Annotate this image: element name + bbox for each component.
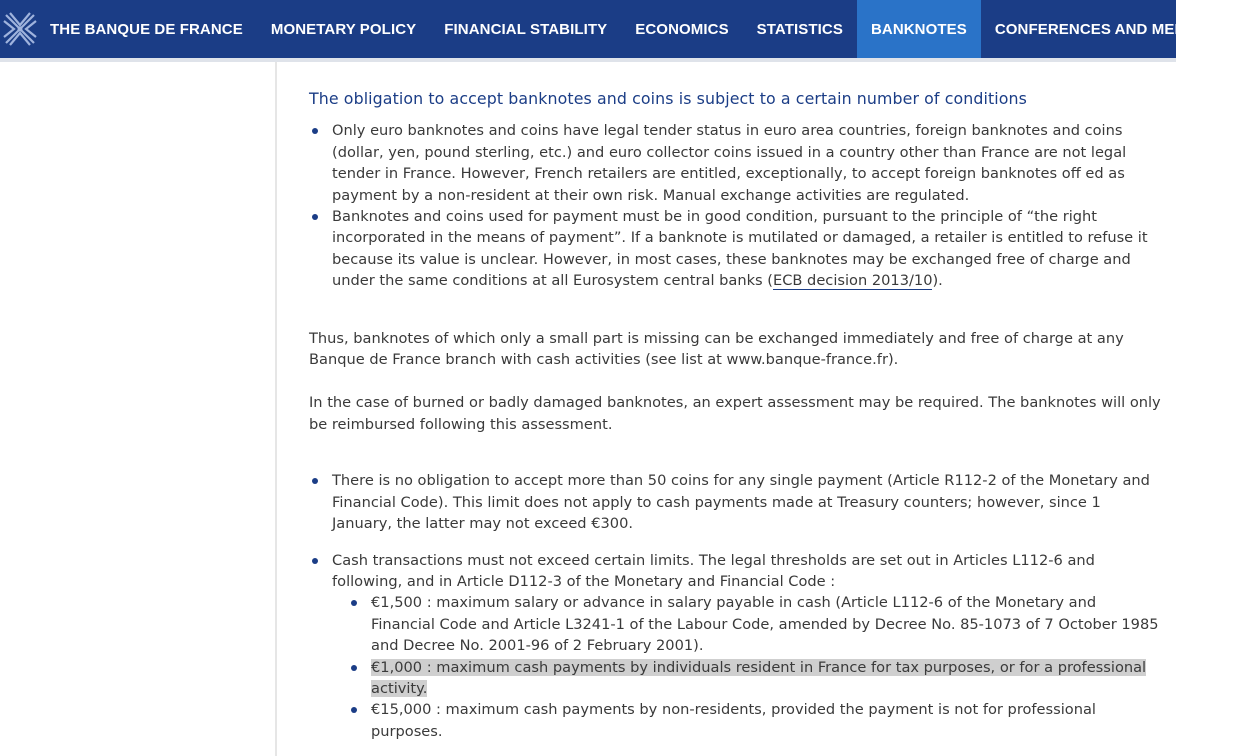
nav-item-banknotes[interactable]: BANKNOTES [857,0,981,58]
banque-de-france-logo-icon[interactable] [0,0,40,58]
top-navigation [0,0,1201,58]
highlighted-text: €1,000 : maximum cash payments by individuals resident in France for tax purposes, or for a professional activity. [371,658,1147,697]
section-heading: The obligation to accept banknotes and coins is subject to a certain number of conditions [309,89,1027,108]
list-item: There is no obligation to accept more than 50 coins for any single payment (Article R112-2 of the Monetary and Financial Code). This limit does not apply to cash payments made at Treasury counters; however, since 1 January, the latter may not exceed €300. [309,470,1161,534]
nav-item-conferences-and-media[interactable]: CONFERENCES AND MEDIA [994,20,1201,38]
search-icon [1215,16,1237,42]
list-item [348,657,1161,700]
list-item: €15,000 : maximum cash payments by non-residents, provided the payment is not for professional purposes. [348,699,1161,742]
nav-item-financial-stability[interactable]: FINANCIAL STABILITY [444,20,608,38]
paragraph-exchange: Thus, banknotes of which only a small part is missing can be exchanged immediately and free of charge at any Banque de France branch with cash activities (see list at www.banque-france.fr). [309,329,1124,369]
nav-item-economics[interactable]: ECONOMICS [635,20,729,38]
paragraph-assessment: In the case of burned or badly damaged banknotes, an expert assessment may be required. The banknotes will only be reimbursed following this assessment. [309,394,1161,433]
nav-item-monetary-policy[interactable]: MONETARY POLICY [270,20,417,38]
thresholds-list [348,592,1161,742]
nav-item-statistics[interactable]: STATISTICS [756,20,843,38]
list-item: €1,500 : maximum salary or advance in salary payable in cash (Article L112-6 of the Monetary and Financial Code and Article L3241-1 of the Labour Code, amended by Decree No. 85-1073 of 7 October 1985 and Decree No. 2001-96 of 2 February 2001). [348,592,1161,656]
ecb-decision-link[interactable]: ECB decision 2013/10 [773,272,933,290]
left-sidebar [0,62,277,756]
main-content [309,62,1161,742]
list-item: Banknotes and coins used for payment must be in good condition, pursuant to the principle of “the right incorporated in the means of payment”. If a banknote is mutilated or damaged, a retailer is entitled to refuse it because its value is unclear. However, in most cases, these banknotes may be exchanged free of charge and under the same conditions at all Eurosystem central banks (ECB decision 2013/10). [309,206,1161,292]
nav-item-banque-de-france[interactable]: THE BANQUE DE FRANCE [50,20,243,38]
list-item: Only euro banknotes and coins have legal tender status in euro area countries, foreign banknotes and coins (dollar, yen, pound sterling, etc.) and euro collector coins issued in a country other than France are not legal tender in France. However, French retailers are entitled, exceptionally, to accept foreign banknotes off ed as payment by a non-resident at their own risk. Manual exchange activities are regulated. [309,120,1161,206]
search-button[interactable] [1215,0,1237,58]
limits-list [309,470,1161,742]
list-item: Cash transactions must not exceed certain limits. The legal thresholds are set out in Articles L112-6 and following, and in Article D112-3 of the Monetary and Financial Code : €1,500 : maximum salary or advance in salary payable in cash (Article L112-6 of the Monetary and Financial Code and Article L3241-1 of the Labour Code, amended by Decree No. 85-1073 of 7 October 1985 and Decree No. 2001-96 of 2 February 2001). €1,000 : maximum cash payments by individuals resident in France for tax purposes, or for a professional activity. €15,000 : maximum cash payments by non-residents, provided the payment is not for professional purposes. [309,550,1161,743]
conditions-list [309,120,1161,291]
